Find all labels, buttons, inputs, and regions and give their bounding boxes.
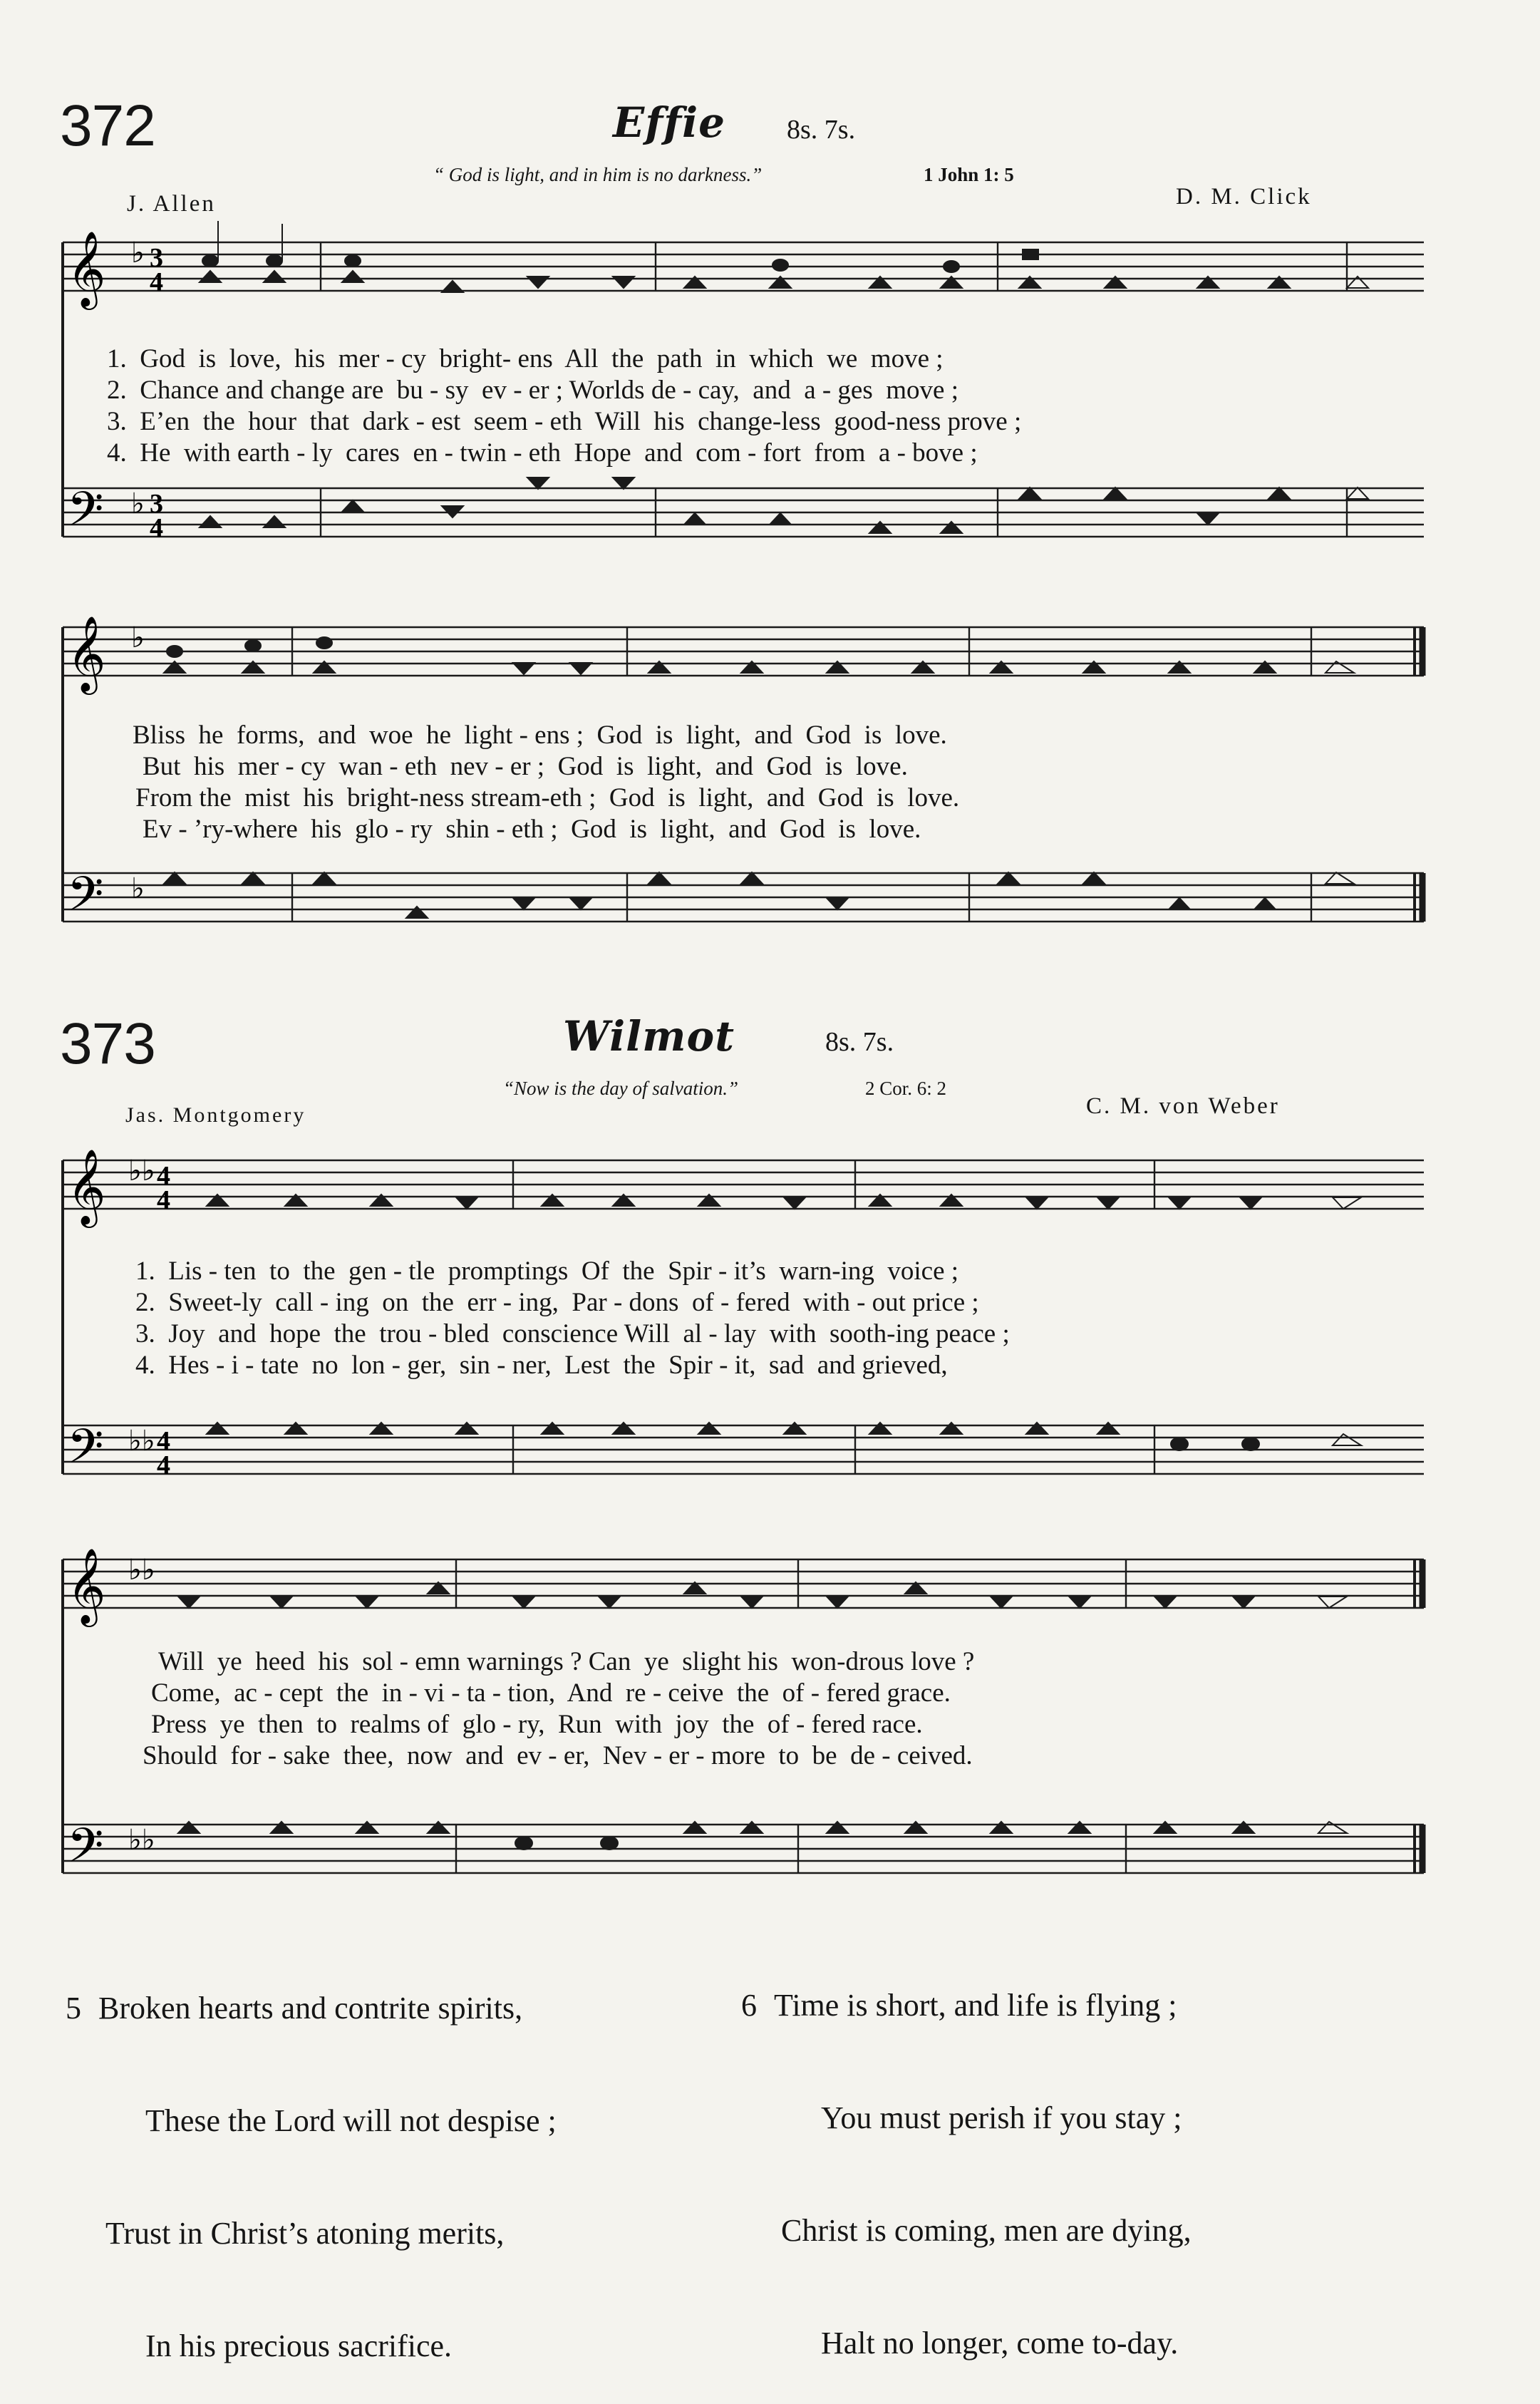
verse-line: These the Lord will not despise ;	[145, 2103, 557, 2138]
svg-text:♭: ♭	[131, 872, 145, 905]
svg-text:𝄢: 𝄢	[67, 1419, 104, 1485]
svg-text:♭♭: ♭♭	[128, 1425, 155, 1458]
lyrics-372-system2-verse4: Ev - ’ry-where his glo - ry shin - eth ; God is light, and God is love.	[143, 815, 921, 844]
svg-text:𝄢: 𝄢	[67, 867, 104, 933]
svg-text:𝄞: 𝄞	[67, 230, 106, 306]
lyrics-372-system2-verse3: From the mist his bright-ness stream-eth ; God is light, and God is love.	[135, 783, 960, 812]
svg-text:3: 3	[150, 243, 163, 273]
svg-text:♭♭: ♭♭	[128, 1554, 155, 1587]
scripture-quote: “ God is light, and in him is no darkness.”	[433, 164, 763, 185]
lyrics-373-system2-verse1: Will ye heed his sol - emn warnings ? Can ye slight his won-drous love ?	[158, 1647, 975, 1676]
svg-text:𝄢: 𝄢	[67, 482, 104, 548]
lyrics-373-system2-verse3: Press ye then to realms of glo - ry, Run with joy the of - fered race.	[151, 1710, 923, 1739]
svg-text:♭: ♭	[131, 237, 145, 269]
svg-text:𝄞: 𝄞	[67, 1148, 106, 1224]
svg-text:4: 4	[157, 1426, 170, 1456]
svg-text:4: 4	[157, 1185, 170, 1215]
hymn-number: 372	[60, 93, 155, 158]
verse-line: Halt no longer, come to-day.	[821, 2326, 1179, 2361]
scripture-reference: 2 Cor. 6: 2	[865, 1078, 947, 1099]
extra-verse-6	[741, 1914, 1192, 2401]
scripture-reference: 1 John 1: 5	[924, 164, 1014, 185]
svg-text:♭♭: ♭♭	[128, 1155, 155, 1187]
svg-text:𝄞: 𝄞	[67, 615, 106, 691]
svg-text:♭: ♭	[131, 487, 145, 520]
svg-text:♭♭: ♭♭	[128, 1824, 155, 1857]
svg-text:4: 4	[150, 513, 163, 543]
music-composer: C. M. von Weber	[1086, 1093, 1280, 1119]
lyrics-373-system2-verse2: Come, ac - cept the in - vi - ta - tion, And re - ceive the of - fered grace.	[151, 1678, 951, 1708]
lyrics-373-system1-verse3: 3. Joy and hope the trou - bled conscience Will al - lay with sooth-ing peace ;	[135, 1319, 1010, 1348]
verse-line: Christ is coming, men are dying,	[781, 2213, 1192, 2248]
verse-number: 6	[741, 1988, 757, 2023]
meter: 8s. 7s.	[825, 1027, 894, 1057]
words-author: Jas. Montgomery	[125, 1103, 306, 1127]
lyrics-372-system1-verse3: 3. E’en the hour that dark - est seem - eth Will his change-less good-ness prove ;	[107, 407, 1022, 436]
lyrics-372-system1-verse1: 1. God is love, his mer - cy bright- ens All the path in which we move ;	[107, 344, 944, 373]
hymn-number: 373	[60, 1011, 155, 1076]
scripture-quote: “Now is the day of salvation.”	[503, 1078, 739, 1099]
svg-text:3: 3	[150, 489, 163, 519]
verse-line: Time is short, and life is flying ;	[774, 1988, 1177, 2023]
svg-text:4: 4	[157, 1161, 170, 1191]
verse-line: In his precious sacrifice.	[145, 2328, 453, 2363]
verse-line: Trust in Christ’s atoning merits,	[105, 2216, 505, 2251]
svg-text:𝄢: 𝄢	[67, 1818, 104, 1884]
lyrics-373-system1-verse4: 4. Hes - i - tate no lon - ger, sin - ner, Lest the Spir - it, sad and grieved,	[135, 1351, 948, 1380]
svg-text:♭: ♭	[131, 621, 145, 654]
lyrics-373-system1-verse2: 2. Sweet-ly call - ing on the err - ing, Par - dons of - fered with - out price ;	[135, 1288, 979, 1317]
tune-name: Effie	[613, 98, 726, 147]
music-composer: D. M. Click	[1176, 184, 1312, 210]
lyrics-372-system2-verse1: Bliss he forms, and woe he light - ens ; God is light, and God is love.	[133, 721, 947, 750]
meter: 8s. 7s.	[787, 115, 856, 145]
lyrics-372-system2-verse2: But his mer - cy wan - eth nev - er ; God is light, and God is love.	[143, 752, 908, 781]
lyrics-373-system2-verse4: Should for - sake thee, now and ev - er, Nev - er - more to be de - ceived.	[143, 1741, 973, 1770]
verse-number: 5	[66, 1991, 81, 2026]
lyrics-373-system1-verse1: 1. Lis - ten to the gen - tle promptings Of the Spir - it’s warn-ing voice ;	[135, 1257, 959, 1286]
lyrics-372-system1-verse2: 2. Chance and change are bu - sy ev - er ; Worlds de - cay, and a - ges move ;	[107, 376, 958, 405]
svg-text:4: 4	[150, 267, 163, 297]
tune-name: Wilmot	[563, 1012, 735, 1061]
svg-text:𝄞: 𝄞	[67, 1547, 106, 1624]
verse-line: Broken hearts and contrite spirits,	[98, 1991, 523, 2026]
words-author: J. Allen	[127, 191, 216, 217]
extra-verse-5	[66, 1917, 557, 2404]
svg-text:4: 4	[157, 1450, 170, 1480]
verse-line: You must perish if you stay ;	[821, 2100, 1182, 2135]
lyrics-372-system1-verse4: 4. He with earth - ly cares en - twin - eth Hope and com - fort from a - bove ;	[107, 438, 978, 468]
